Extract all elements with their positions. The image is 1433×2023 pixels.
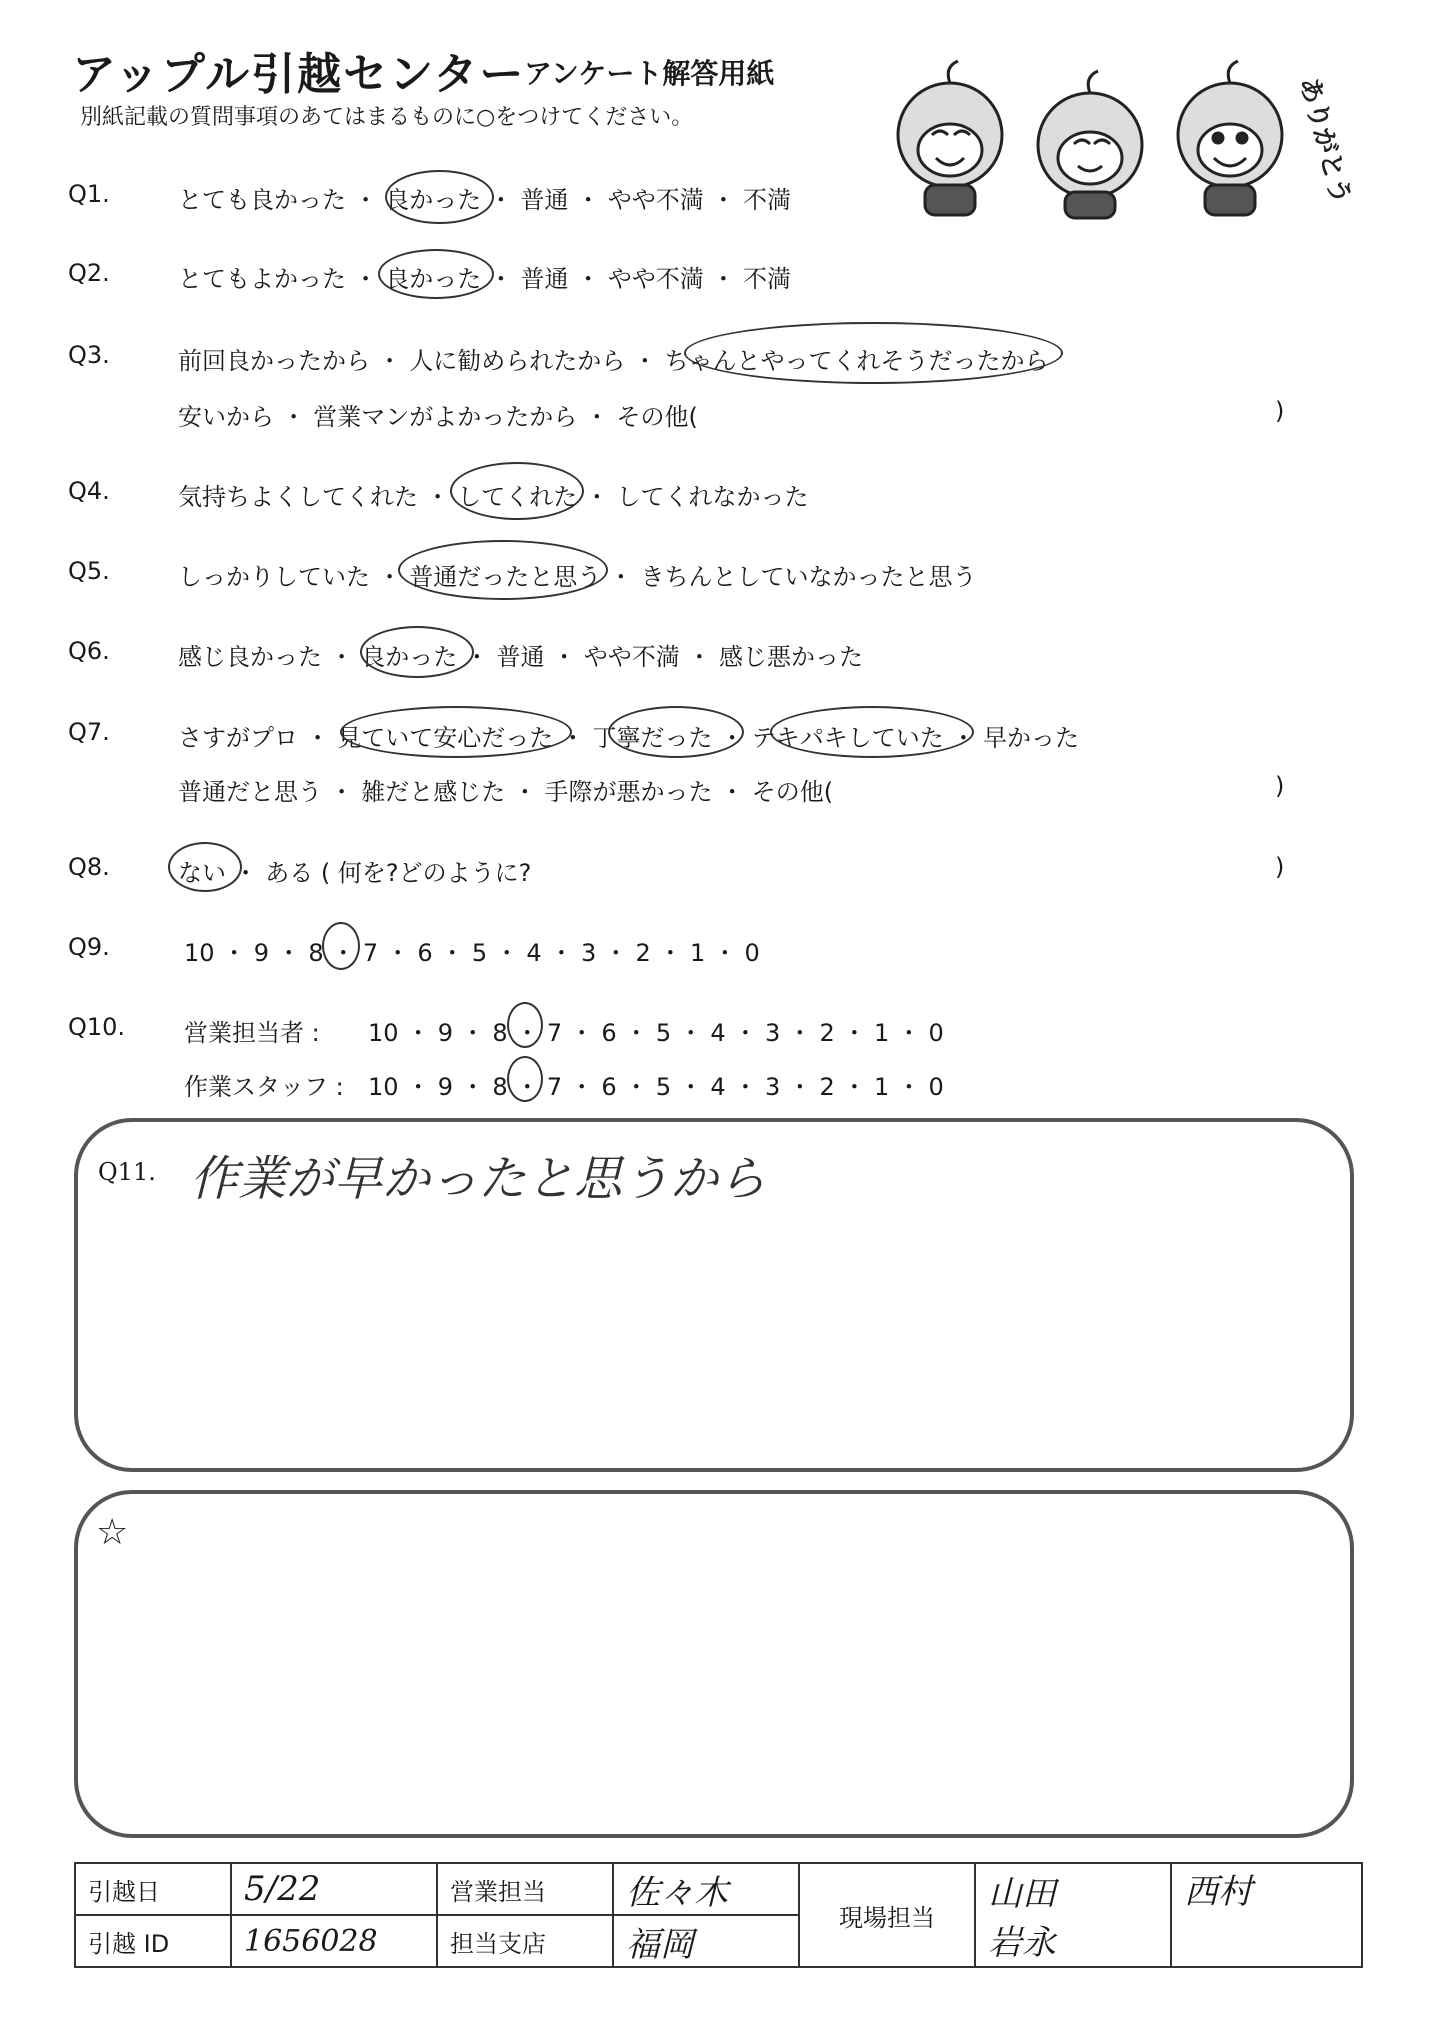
move-date-label: 引越日 bbox=[75, 1863, 231, 1915]
q9-circle-mark bbox=[322, 922, 360, 970]
q7-number: Q7. bbox=[68, 718, 110, 746]
q4-circle-mark bbox=[450, 462, 584, 520]
thanks-text: ありがとう bbox=[1293, 74, 1356, 208]
q5-options[interactable]: しっかりしていた ・ 普通だったと思う ・ きちんとしていなかったと思う bbox=[178, 563, 977, 591]
q10-staff-label: 作業スタッフ : bbox=[184, 1073, 344, 1101]
q2-number: Q2. bbox=[68, 259, 110, 287]
q10-staff-circle-mark bbox=[507, 1056, 543, 1102]
q6-options[interactable]: 感じ良かった ・ 良かった ・ 普通 ・ やや不満 ・ 感じ悪かった bbox=[178, 643, 864, 671]
site-label: 現場担当 bbox=[799, 1863, 975, 1967]
site-staff-1[interactable]: 山田 岩永 bbox=[975, 1863, 1171, 1967]
comment-box[interactable] bbox=[74, 1490, 1354, 1838]
q2-circle-mark bbox=[378, 249, 494, 299]
q9-scale[interactable]: 10 ・ 9 ・ 8 ・ 7 ・ 6 ・ 5 ・ 4 ・ 3 ・ 2 ・ 1 ・ 0 bbox=[184, 939, 760, 967]
q2-options[interactable]: とてもよかった ・ 良かった ・ 普通 ・ やや不満 ・ 不満 bbox=[178, 265, 792, 293]
q7-options-line1[interactable]: さすがプロ ・ 見ていて安心だった ・ 丁寧だった ・ テキパキしていた ・ 早かった bbox=[178, 724, 1080, 752]
footer-table bbox=[74, 1862, 1363, 1968]
q11-handwritten-answer: 作業が早かったと思うから bbox=[190, 1151, 767, 1207]
star-icon: ☆ bbox=[96, 1512, 129, 1553]
instruction-text: 別紙記載の質問事項のあてはまるものに○をつけてください。 bbox=[80, 105, 694, 130]
q3-options-line1[interactable]: 前回良かったから ・ 人に勧められたから ・ ちゃんとやってくれそうだったから bbox=[178, 347, 1049, 375]
move-id-value[interactable]: 1656028 bbox=[231, 1915, 437, 1967]
mascot-illustration bbox=[880, 40, 1356, 220]
q7-options-line2[interactable]: 普通だと思う ・ 雑だと感じた ・ 手際が悪かった ・ その他( bbox=[178, 778, 834, 806]
q7-circle-mark-1 bbox=[340, 706, 572, 758]
q5-circle-mark bbox=[398, 540, 608, 600]
q8-options[interactable]: ない ・ ある ( 何を?どのように? bbox=[178, 859, 532, 887]
sales-label: 営業担当 bbox=[437, 1863, 613, 1915]
q11-label: Q11. bbox=[98, 1158, 156, 1186]
q1-number: Q1. bbox=[68, 180, 110, 208]
q7-circle-mark-3 bbox=[770, 706, 974, 758]
q7-circle-mark-2 bbox=[608, 706, 744, 758]
q4-options[interactable]: 気持ちよくしてくれた ・ してくれた ・ してくれなかった bbox=[178, 483, 809, 511]
branch-label: 担当支店 bbox=[437, 1915, 613, 1967]
q8-paren-close: ) bbox=[1275, 853, 1285, 881]
q3-circle-mark bbox=[684, 322, 1063, 384]
q10-number: Q10. bbox=[68, 1013, 126, 1041]
q1-circle-mark bbox=[385, 170, 494, 224]
branch-value[interactable]: 福岡 bbox=[613, 1915, 799, 1967]
form-subtitle: アンケート解答用紙 bbox=[524, 57, 775, 90]
q6-number: Q6. bbox=[68, 637, 110, 665]
move-date-value[interactable]: 5/22 bbox=[231, 1863, 437, 1915]
q1-options[interactable]: とても良かった ・ 良かった ・ 普通 ・ やや不満 ・ 不満 bbox=[178, 186, 792, 214]
q10-sales-circle-mark bbox=[507, 1002, 543, 1048]
q3-paren-close: ) bbox=[1275, 397, 1285, 425]
q7-paren-close: ) bbox=[1275, 772, 1285, 800]
q10-sales-scale[interactable]: 10 ・ 9 ・ 8 ・ 7 ・ 6 ・ 5 ・ 4 ・ 3 ・ 2 ・ 1 ・ 0 bbox=[368, 1019, 944, 1047]
sales-value[interactable]: 佐々木 bbox=[613, 1863, 799, 1915]
q5-number: Q5. bbox=[68, 557, 110, 585]
site-staff-3[interactable]: 西村 bbox=[1171, 1863, 1362, 1967]
mascot-3-icon bbox=[1178, 61, 1282, 215]
q8-circle-mark bbox=[168, 842, 242, 892]
company-title: アップル引越センター bbox=[72, 49, 526, 100]
q10-staff-scale[interactable]: 10 ・ 9 ・ 8 ・ 7 ・ 6 ・ 5 ・ 4 ・ 3 ・ 2 ・ 1 ・ 0 bbox=[368, 1073, 944, 1101]
move-id-label: 引越 ID bbox=[75, 1915, 231, 1967]
q6-circle-mark bbox=[360, 626, 474, 678]
q9-number: Q9. bbox=[68, 933, 110, 961]
q8-number: Q8. bbox=[68, 853, 110, 881]
q4-number: Q4. bbox=[68, 477, 110, 505]
q10-sales-label: 営業担当者 : bbox=[184, 1019, 320, 1047]
mascot-2-icon bbox=[1038, 71, 1142, 218]
q3-number: Q3. bbox=[68, 341, 110, 369]
q3-options-line2[interactable]: 安いから ・ 営業マンがよかったから ・ その他( bbox=[178, 403, 698, 431]
mascot-1-icon bbox=[898, 61, 1002, 215]
